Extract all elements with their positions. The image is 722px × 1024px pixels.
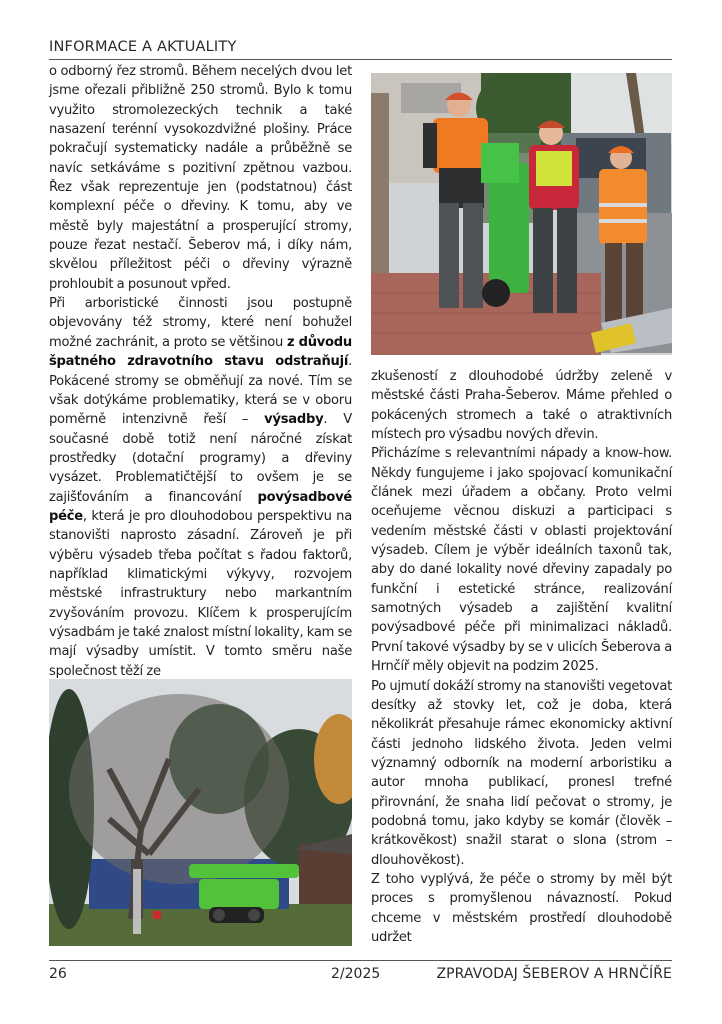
paragraph bbox=[371, 870, 672, 947]
photo-arborists bbox=[371, 73, 672, 355]
text-run: zkušeností z dlouhodobé údržby zeleně v městské části Praha-Šeberov. Máme přehled o pokácených stromech a také o atraktivních místech pro výsadbu nových dřevin. bbox=[371, 369, 672, 443]
paragraph bbox=[49, 62, 352, 294]
paragraph bbox=[371, 444, 672, 676]
issue-number: 2/2025 bbox=[331, 966, 381, 982]
page-footer bbox=[49, 966, 672, 986]
paragraph bbox=[371, 367, 672, 444]
text-run: Přicházíme s relevantními nápady a know-how. Někdy fungujeme i jako spojovací komunikační článek mezi úřadem a občany. Proto velmi oceňujeme věcnou diskuzi a participaci s vedením městské části v oblasti projektování výsadeb. Cílem je výběr ideálních taxonů tak, aby do dané lokality nové dřeviny zapadaly po funkční i estetické stránce, realizování samotných výsadeb a zajištění kvalitní povýsadbové péče při minimalizaci nákladů. První takové výsadby by se v ulicích Šeberova a Hrnčíř měly objevit na podzim 2025. bbox=[371, 446, 672, 675]
article-column-right bbox=[371, 367, 672, 947]
footer-divider bbox=[49, 960, 672, 961]
emphasis-text: výsadby bbox=[264, 412, 324, 428]
text-run: Při arboristické činnosti jsou postupně objevovány též stromy, které není bohužel možné zachránit, a proto se většinou bbox=[49, 296, 352, 350]
publication-name: ZPRAVODAJ ŠEBEROV A HRNČÍŘE bbox=[436, 966, 672, 982]
tree-pruning-image bbox=[49, 679, 352, 946]
section-title: INFORMACE A AKTUALITY bbox=[49, 39, 237, 55]
emphasis-text: povýsadbové péče bbox=[49, 489, 352, 524]
text-run: Z toho vyplývá, že péče o stromy by měl být proces s promyšlenou návazností. Pokud chceme v městském prostředí dlouhodobě udržet bbox=[371, 871, 672, 945]
text-run: o odborný řez stromů. Během necelých dvou let jsme ořezali přibližně 250 stromů. Bylo k tomu využito stromolezeckých technik a také nasazení terénní vysokozdvižné plošiny. Práce pokračují systematicky nadále a průběžně se navíc setkáváme s pozitivní zpětnou vazbou. Řez však reprezentuje jen (podstatnou) část komplexní péče o dřeviny. K tomu, aby ve městě byly majestátní a prosperující stromy, pouze řezat nestačí. Šeberov má, i díky nám, skvělou příležitost péči o dřeviny výrazně prohloubit a posunout vpřed. bbox=[49, 64, 352, 292]
header-divider bbox=[49, 59, 672, 60]
emphasis-text: z důvodu špatného zdravotního stavu odstraňují bbox=[49, 334, 352, 370]
text-run: Po ujmutí dokáží stromy na stanovišti vegetovat desítky až stovky let, což je doba, která několikrát přesahuje rámec ekonomicky aktivní části jednoho lidského života. Jeden velmi významný odborník na moderní arboristiku a autor mnoha publikací, pronesl trefné přirovnání, že snaha lidí pečovat o stromy, je podobná tomu, jako kdyby se komár (člověk – krátkověkost) snažil starat o slona (strom – dlouhověkost). bbox=[371, 678, 673, 868]
text-run: . Pokácené stromy se obměňují za nové. Tím se však dotýkáme problematiky, která se v oboru poměrně intenzivně řeší – bbox=[49, 354, 352, 428]
paragraph bbox=[371, 677, 672, 870]
text-run: , která je pro dlouhodobou perspektivu na stanovišti naprosto zásadní. Zároveň je při výběru výsadeb třeba počítat s řadou faktorů, například klimatickými výkyvy, rozvojem městské infrastruktury nebo markantním zvyšováním provozu. Klíčem k prosperujícím výsadbám je také znalost místní lokality, kam se mají výsadby umístit. V tomto směru naše společnost těží ze bbox=[49, 508, 352, 679]
article-column-left bbox=[49, 62, 352, 681]
page-header bbox=[49, 38, 672, 56]
text-run: . V současné době totiž není náročné získat prostředky (dotační programy) a dřeviny vysázet. Problematičtější to ovšem je se zajišťováním a financování bbox=[49, 412, 352, 505]
photo-tree-pruning bbox=[49, 679, 352, 946]
paragraph bbox=[49, 294, 352, 681]
arborists-image bbox=[371, 73, 672, 355]
page-number: 26 bbox=[49, 966, 67, 982]
